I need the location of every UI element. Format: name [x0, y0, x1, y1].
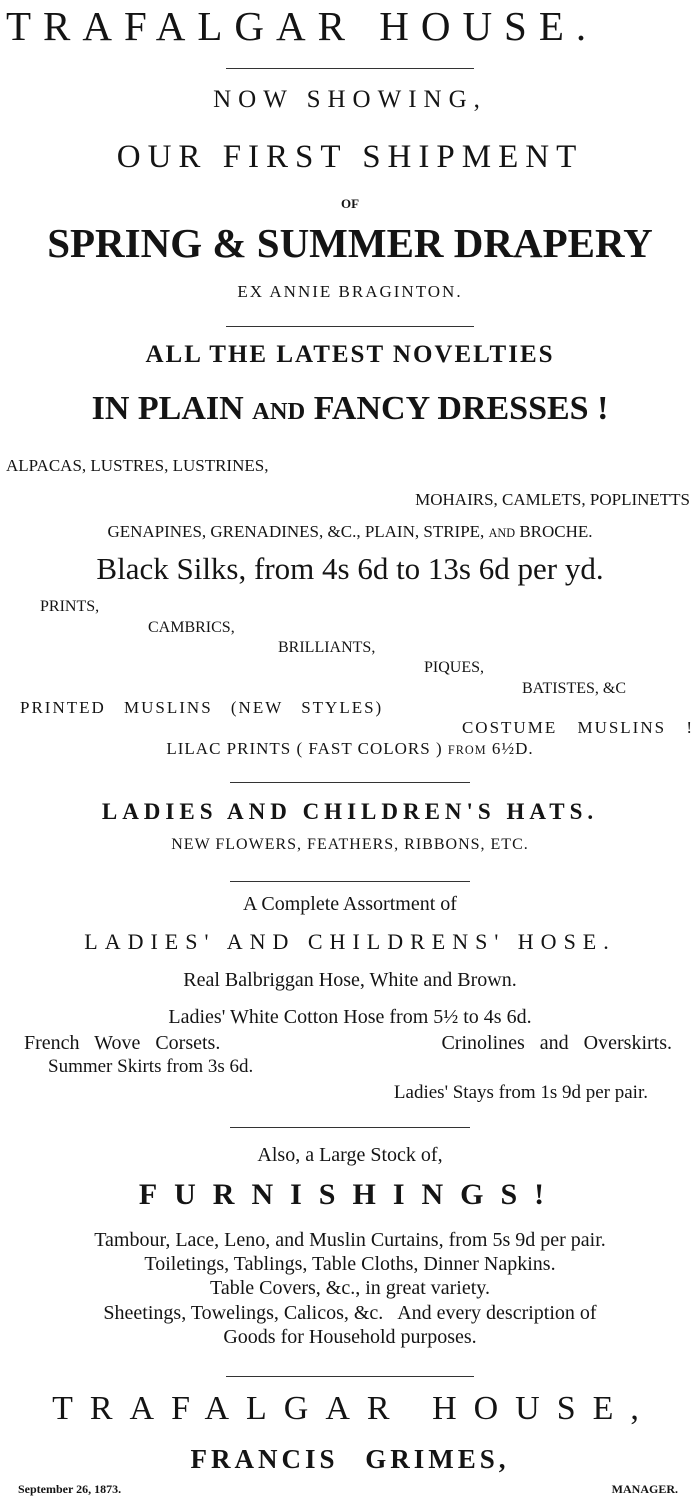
furnishings-line4: Sheetings, Towelings, Calicos, &c. And every description of [103, 1302, 597, 1324]
ex-ship: EX ANNIE BRAGINTON. [237, 282, 463, 301]
lilac-from: FROM [447, 743, 487, 757]
footer-date: September 26, 1873. [18, 1482, 122, 1496]
hats-items: NEW FLOWERS, FEATHERS, RIBBONS, ETC. [171, 836, 529, 853]
footer-role: MANAGER. [611, 1482, 678, 1496]
lilac-price: 6½D. [491, 739, 534, 758]
lilac-prints: LILAC PRINTS ( FAST COLORS ) [166, 739, 443, 758]
headline: SPRING & SUMMER DRAPERY [47, 220, 653, 266]
summer-skirts: Summer Skirts from 3s 6d. [48, 1056, 254, 1077]
divider [230, 1127, 470, 1128]
ladies-stays: Ladies' Stays from 1s 9d per pair. [393, 1082, 648, 1103]
divider [230, 782, 470, 783]
fabrics-row3-a: GENAPINES, GRENADINES, &C., PLAIN, STRIPE, [107, 522, 485, 541]
divider [230, 881, 470, 882]
furnishings-line3: Table Covers, &c., in great variety. [210, 1277, 490, 1299]
crinolines: Crinolines and Overskirts. [441, 1032, 672, 1054]
lilac-prints-line [0, 739, 700, 759]
batistes: BATISTES, &C [522, 680, 627, 697]
divider [226, 68, 474, 69]
novelties-line2 [0, 390, 700, 428]
divider [226, 1376, 474, 1377]
fabrics-row2: MOHAIRS, CAMLETS, POPLINETTS [415, 490, 690, 509]
furnishings-line1: Tambour, Lace, Leno, and Muslin Curtains, from 5s 9d per pair. [94, 1229, 606, 1251]
hose-intro: A Complete Assortment of [243, 893, 457, 915]
novelties-and: AND [252, 398, 306, 425]
cambrics: CAMBRICS, [148, 619, 235, 636]
proprietor: FRANCIS GRIMES, [190, 1444, 510, 1474]
printed-muslins: PRINTED MUSLINS (NEW STYLES) [20, 698, 384, 717]
masthead-title: TRAFALGAR HOUSE. [6, 3, 599, 49]
french-corsets: French Wove Corsets. [24, 1032, 221, 1054]
divider [226, 326, 474, 327]
brilliants: BRILLIANTS, [278, 639, 376, 656]
furnishings-line2: Toiletings, Tablings, Table Cloths, Dinner Napkins. [144, 1253, 556, 1275]
fabrics-row1: ALPACAS, LUSTRES, LUSTRINES, [6, 456, 269, 475]
furnishings-line5: Goods for Household purposes. [223, 1326, 477, 1348]
fabrics-row3 [0, 522, 700, 542]
now-showing: NOW SHOWING, [213, 86, 487, 113]
black-silks: Black Silks, from 4s 6d to 13s 6d per yd. [96, 551, 604, 586]
prints: PRINTS, [40, 598, 100, 615]
fabrics-row3-and: AND [488, 526, 516, 540]
balbriggan: Real Balbriggan Hose, White and Brown. [183, 969, 517, 991]
furnishings-title: FURNISHINGS! [138, 1178, 562, 1211]
novelties-fancy: FANCY DRESSES ! [313, 390, 609, 427]
footer-title: TRAFALGAR HOUSE, [52, 1390, 656, 1427]
piques: PIQUES, [424, 659, 485, 676]
white-cotton-hose: Ladies' White Cotton Hose from 5½ to 4s 6d. [168, 1006, 532, 1028]
novelties-plain: IN PLAIN [91, 390, 244, 427]
furnishings-intro: Also, a Large Stock of, [257, 1144, 443, 1166]
costume-muslins: COSTUME MUSLINS ! [461, 718, 694, 737]
hats-title: LADIES AND CHILDREN'S HATS. [101, 799, 599, 824]
novelties-line1: ALL THE LATEST NOVELTIES [145, 341, 555, 368]
fabrics-row3-c: BROCHE. [519, 522, 593, 541]
hose-title: LADIES' AND CHILDRENS' HOSE. [84, 929, 616, 954]
first-shipment: OUR FIRST SHIPMENT [116, 139, 584, 175]
of-label: OF [340, 196, 360, 211]
